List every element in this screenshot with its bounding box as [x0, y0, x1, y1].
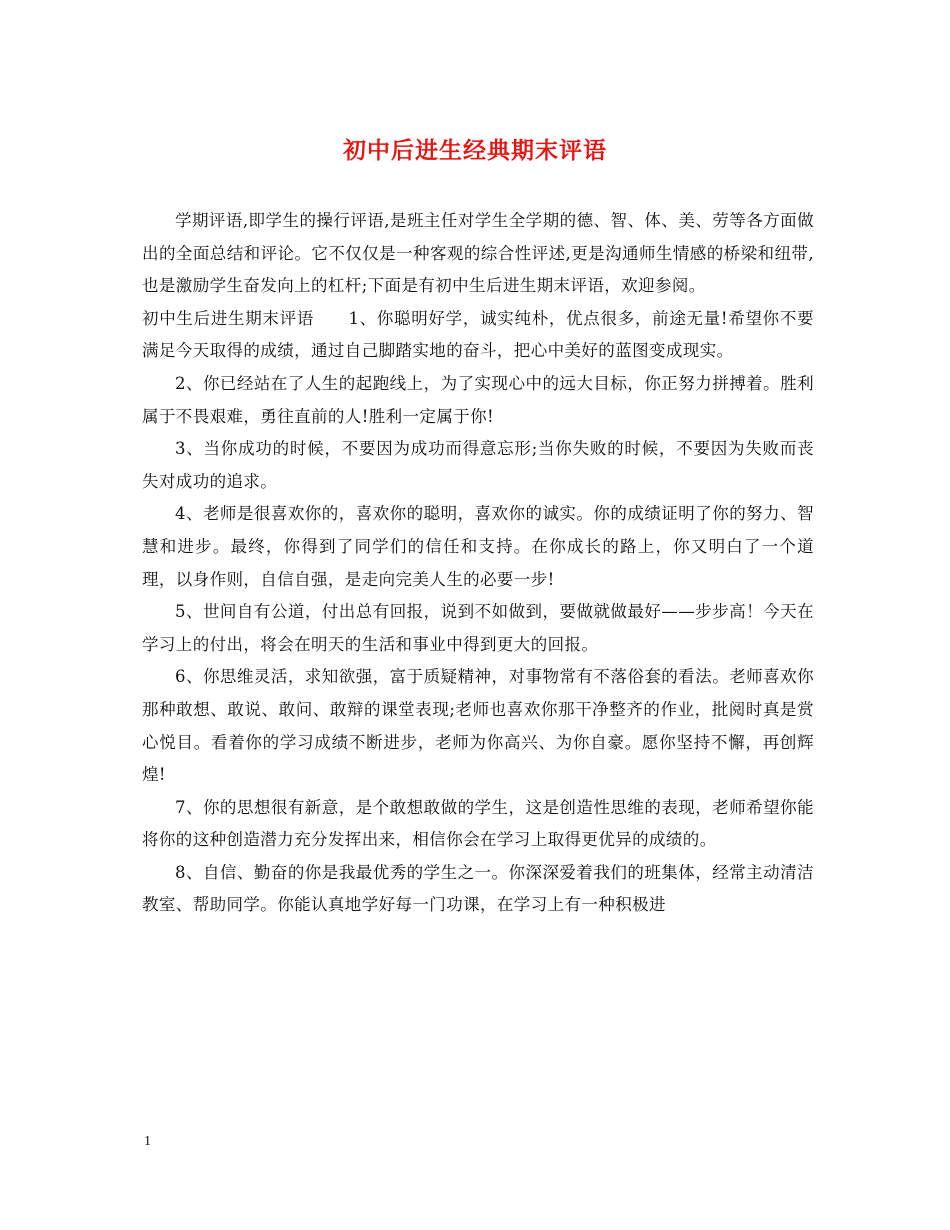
entry-paragraph-7: 7、你的思想很有新意，是个敢想敢做的学生，这是创造性思维的表现，老师希望你能将你的这种创造潜力充分发挥出来，相信你会在学习上取得更优异的成绩的。	[142, 797, 814, 850]
document-body	[142, 205, 814, 922]
entry-paragraph-3: 3、当你成功的时候，不要因为成功而得意忘形;当你失败的时候，不要因为失败而丧失对成功的追求。	[142, 439, 814, 491]
entry-paragraph-5: 5、世间自有公道，付出总有回报，说到不如做到，要做就做最好——步步高！今天在学习上的付出，将会在明天的生活和事业中得到更大的回报。	[142, 602, 814, 654]
entry-paragraph-4: 4、老师是很喜欢你的，喜欢你的聪明，喜欢你的诚实。你的成绩证明了你的努力、智慧和进步。最终，你得到了同学们的信任和支持。在你成长的路上，你又明白了一个道理，以身作则，自信自强，是走向完美人生的必要一步!	[142, 504, 814, 589]
entry-paragraph-2: 2、你已经站在了人生的起跑线上，为了实现心中的远大目标，你正努力拼搏着。胜利属于不畏艰难，勇往直前的人!胜利一定属于你!	[142, 373, 814, 426]
intro-paragraph: 学期评语,即学生的操行评语,是班主任对学生全学期的德、智、体、美、劳等各方面做出的全面总结和评论。它不仅仅是一种客观的综合性评述,更是沟通师生情感的桥梁和纽带,也是激励学生奋发向上的杠杆;下面是有初中生后进生期末评语，欢迎参阅。	[142, 211, 814, 296]
page-number: 1	[144, 1134, 151, 1149]
first-entry-paragraph: 初中生后进生期末评语 1、你聪明好学，诚实纯朴，优点很多，前途无量!希望你不要满足今天取得的成绩，通过自己脚踏实地的奋斗，把心中美好的蓝图变成现实。	[142, 308, 814, 361]
document-title: 初中后进生经典期末评语	[343, 137, 607, 164]
entry-paragraph-6: 6、你思维灵活，求知欲强，富于质疑精神，对事物常有不落俗套的看法。老师喜欢你那种敢想、敢说、敢问、敢辩的课堂表现;老师也喜欢你那干净整齐的作业，批阅时真是赏心悦目。看着你的学习成绩不断进步，老师为你高兴、为你自豪。愿你坚持不懈，再创辉煌!	[142, 667, 814, 785]
entry-paragraph-8: 8、自信、勤奋的你是我最优秀的学生之一。你深深爱着我们的班集体，经常主动清洁教室、帮助同学。你能认真地学好每一门功课，在学习上有一种积极进	[142, 862, 814, 915]
